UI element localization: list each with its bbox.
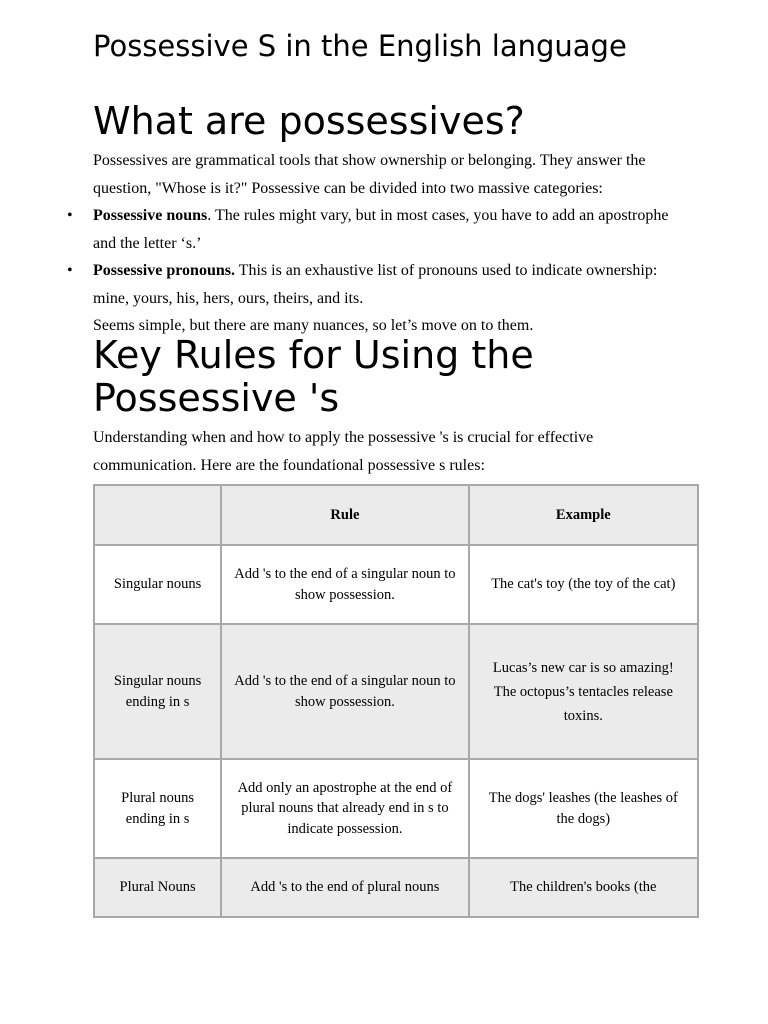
- bullet-term: Possessive pronouns.: [93, 262, 235, 279]
- closing-paragraph: Seems simple, but there are many nuances, so let’s move on to them.: [93, 317, 534, 334]
- intro-paragraph: Possessives are grammatical tools that show ownership or belonging. They answer the question, "Whose is it?" Possessive can be divided into two massive categories:: [93, 152, 646, 197]
- bullet-text: This is an exhaustive list of pronouns used to indicate ownership: mine, yours, his, hers, ours, theirs, and its.: [93, 262, 658, 307]
- heading-key-rules: Key Rules for Using the Possessive 's: [93, 333, 534, 420]
- bullet-marker: •: [67, 207, 73, 224]
- document-title: Possessive S in the English language: [93, 29, 627, 63]
- header-cell-empty: [94, 485, 221, 545]
- header-cell-rule: Rule: [221, 485, 468, 545]
- table-row: [94, 858, 698, 917]
- bullet-marker: •: [67, 262, 73, 279]
- list-item: [67, 257, 693, 312]
- rule-cell: Add 's to the end of a singular noun to show possession.: [221, 545, 468, 624]
- category-cell: Singular nouns ending in s: [94, 624, 221, 759]
- example-cell: The dogs' leashes (the leashes of the dogs): [469, 759, 698, 858]
- rules-intro-paragraph: Understanding when and how to apply the possessive 's is crucial for effective communication. Here are the foundational possessive s rules:: [93, 429, 594, 474]
- rule-cell: Add 's to the end of a singular noun to show possession.: [221, 624, 468, 759]
- example-cell: The children's books (the: [469, 858, 698, 917]
- possessive-rules-table: [93, 484, 699, 918]
- category-cell: Plural Nouns: [94, 858, 221, 917]
- example-cell: The cat's toy (the toy of the cat): [469, 545, 698, 624]
- example-cell: [469, 624, 698, 759]
- example-line: The octopus’s tentacles release toxins.: [493, 683, 673, 724]
- rule-cell: Add 's to the end of plural nouns: [221, 858, 468, 917]
- table-row: [94, 624, 698, 759]
- table-row: [94, 545, 698, 624]
- example-line: Lucas’s new car is so amazing!: [492, 659, 674, 676]
- bullet-list: [67, 202, 693, 257]
- category-cell: Plural nouns ending in s: [94, 759, 221, 858]
- bullet-term: Possessive nouns: [93, 207, 208, 224]
- rule-cell: Add only an apostrophe at the end of plural nouns that already end in s to indicate possession.: [221, 759, 468, 858]
- heading-what-are-possessives: What are possessives?: [93, 99, 525, 143]
- bullet-list: [67, 257, 693, 312]
- table-header-row: [94, 485, 698, 545]
- bullet-text: . The rules might vary, but in most cases, you have to add an apostrophe and the letter ‘s.’: [93, 207, 669, 252]
- list-item: [67, 202, 693, 257]
- header-cell-example: Example: [469, 485, 698, 545]
- table-row: [94, 759, 698, 858]
- category-cell: Singular nouns: [94, 545, 221, 624]
